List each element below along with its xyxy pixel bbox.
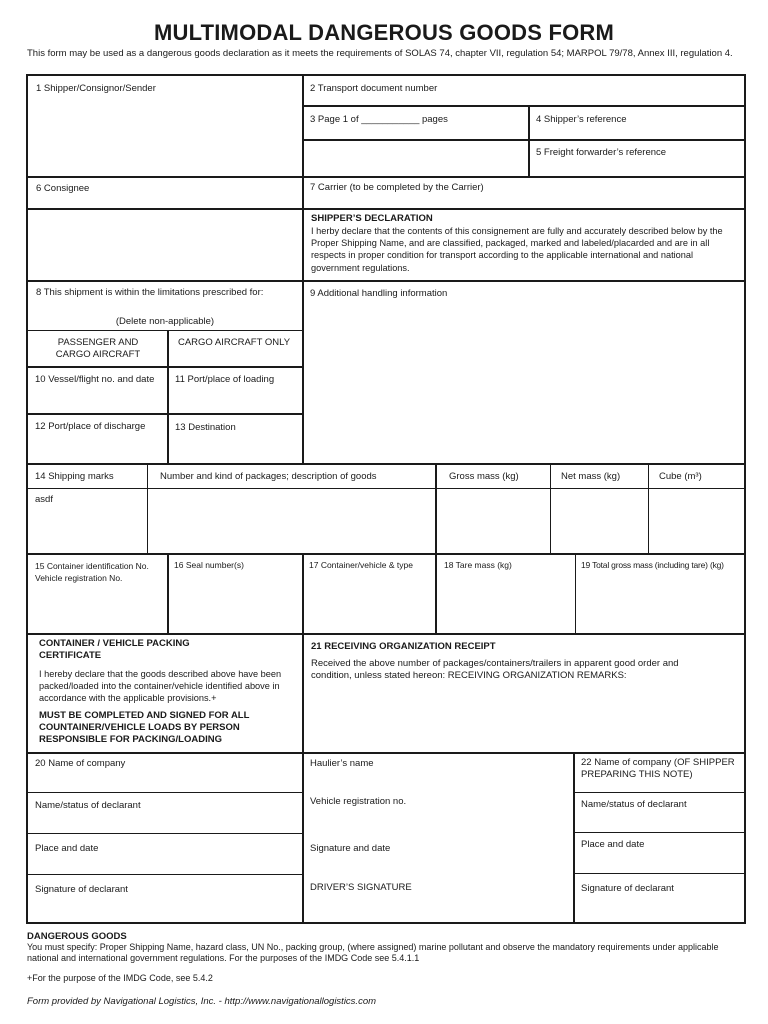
- carrier-label: 7 Carrier (to be completed by the Carrier): [310, 182, 484, 193]
- shipper-reference-label: 4 Shipper’s reference: [536, 114, 627, 125]
- shipper-company-name-label: 22 Name of company (OF SHIPPER PREPARING THIS NOTE): [581, 757, 735, 780]
- shipper-label: 1 Shipper/Consignor/Sender: [36, 83, 156, 94]
- tare-mass-label: 18 Tare mass (kg): [444, 560, 512, 570]
- passenger-cargo-aircraft-option: PASSENGER AND CARGO AIRCRAFT: [55, 337, 141, 360]
- haulier-signature-date-label: Signature and date: [310, 843, 391, 854]
- declarant-name-label: Name/status of declarant: [35, 800, 141, 811]
- receiving-organization-text: Received the above number of packages/containers/trailers in apparent good order and condition, unless stated hereon: RECEIVING ORGANIZATION REMARKS:: [311, 658, 679, 681]
- dangerous-goods-heading: DANGEROUS GOODS: [27, 931, 127, 942]
- receiving-organization-title: 21 RECEIVING ORGANIZATION RECEIPT: [311, 641, 496, 652]
- place-date-label: Place and date: [35, 843, 99, 854]
- destination-label: 13 Destination: [175, 422, 236, 433]
- vehicle-registration-label: Vehicle registration no.: [310, 796, 407, 807]
- port-of-discharge-label: 12 Port/place of discharge: [35, 421, 146, 432]
- container-identification-label: 15 Container identification No. Vehicle registration No.: [35, 561, 149, 583]
- vessel-flight-label: 10 Vessel/flight no. and date: [35, 374, 155, 385]
- imdg-note: +For the purpose of the IMDG Code, see 5.4.2: [27, 973, 213, 983]
- form-credit: Form provided by Navigational Logistics, Inc. - http://www.navigationallogistics.com: [27, 996, 377, 1007]
- form-intro: This form may be used as a dangerous goods declaration as it meets the requirements of SOLAS 74, chapter VII, regulation 54; MARPOL 79/78, Annex III, regulation 4.: [27, 48, 733, 59]
- shipping-marks-label: 14 Shipping marks: [35, 471, 114, 482]
- packing-certificate-must-notice: MUST BE COMPLETED AND SIGNED FOR ALL COUNTAINER/VEHICLE LOADS BY PERSON RESPONSIBLE FOR PACKING/LOADING: [39, 710, 250, 745]
- form-title: MULTIMODAL DANGEROUS GOODS FORM: [153, 20, 615, 45]
- cargo-aircraft-only-option: CARGO AIRCRAFT ONLY: [177, 337, 291, 348]
- seal-numbers-label: 16 Seal number(s): [174, 560, 244, 570]
- gross-mass-label: Gross mass (kg): [449, 471, 519, 482]
- shipment-limitations-label: 8 This shipment is within the limitations prescribed for:: [36, 287, 264, 298]
- delete-non-applicable-label: (Delete non-applicable): [115, 316, 215, 327]
- company-name-label: 20 Name of company: [35, 758, 126, 769]
- port-of-loading-label: 11 Port/place of loading: [175, 374, 275, 385]
- additional-handling-label: 9 Additional handling information: [310, 288, 448, 299]
- shipper-declaration-text: I herby declare that the contents of this consignement are fully and accurately described below by the Proper Shipping Name, and are classified, packaged, marked and labeled/placarded and are in all respects in proper condition for transport according to the applicable international and national government regulations.: [311, 226, 723, 273]
- net-mass-label: Net mass (kg): [561, 471, 621, 482]
- shipper-declaration-title: SHIPPER’S DECLARATION: [311, 213, 433, 224]
- freight-forwarder-reference-label: 5 Freight forwarder’s reference: [536, 147, 667, 158]
- shipping-marks-value[interactable]: asdf: [35, 494, 53, 505]
- packing-certificate-title: CONTAINER / VEHICLE PACKING CERTIFICATE: [39, 638, 190, 661]
- shipper-place-date-label: Place and date: [581, 839, 645, 850]
- transport-document-label: 2 Transport document number: [310, 83, 438, 94]
- packing-certificate-text: I hereby declare that the goods described above have been packed/loaded into the container/vehicle identified above in accordance with the applicable provisions.+: [39, 669, 282, 703]
- dangerous-goods-text: You must specify: Proper Shipping Name, hazard class, UN No., packing group, (where assigned) marine pollutant and observe the mandatory requirements under applicable national and international government regulations. For the purposes of the IMDG Code see 5.4.1.1: [27, 942, 719, 963]
- consignee-label: 6 Consignee: [36, 183, 90, 194]
- driver-signature-label: DRIVER’S SIGNATURE: [310, 882, 412, 893]
- total-gross-mass-label: 19 Total gross mass (including tare) (kg): [581, 560, 724, 570]
- goods-description-label: Number and kind of packages; description of goods: [160, 471, 377, 482]
- haulier-name-label: Haulier’s name: [310, 758, 374, 769]
- container-vehicle-type-label: 17 Container/vehicle & type: [309, 560, 413, 570]
- declarant-signature-label: Signature of declarant: [35, 884, 128, 895]
- cube-label: Cube (m³): [659, 471, 702, 482]
- page-count-label: 3 Page 1 of ___________ pages: [310, 114, 448, 125]
- shipper-declarant-signature-label: Signature of declarant: [581, 883, 674, 894]
- shipper-declarant-name-label: Name/status of declarant: [581, 799, 687, 810]
